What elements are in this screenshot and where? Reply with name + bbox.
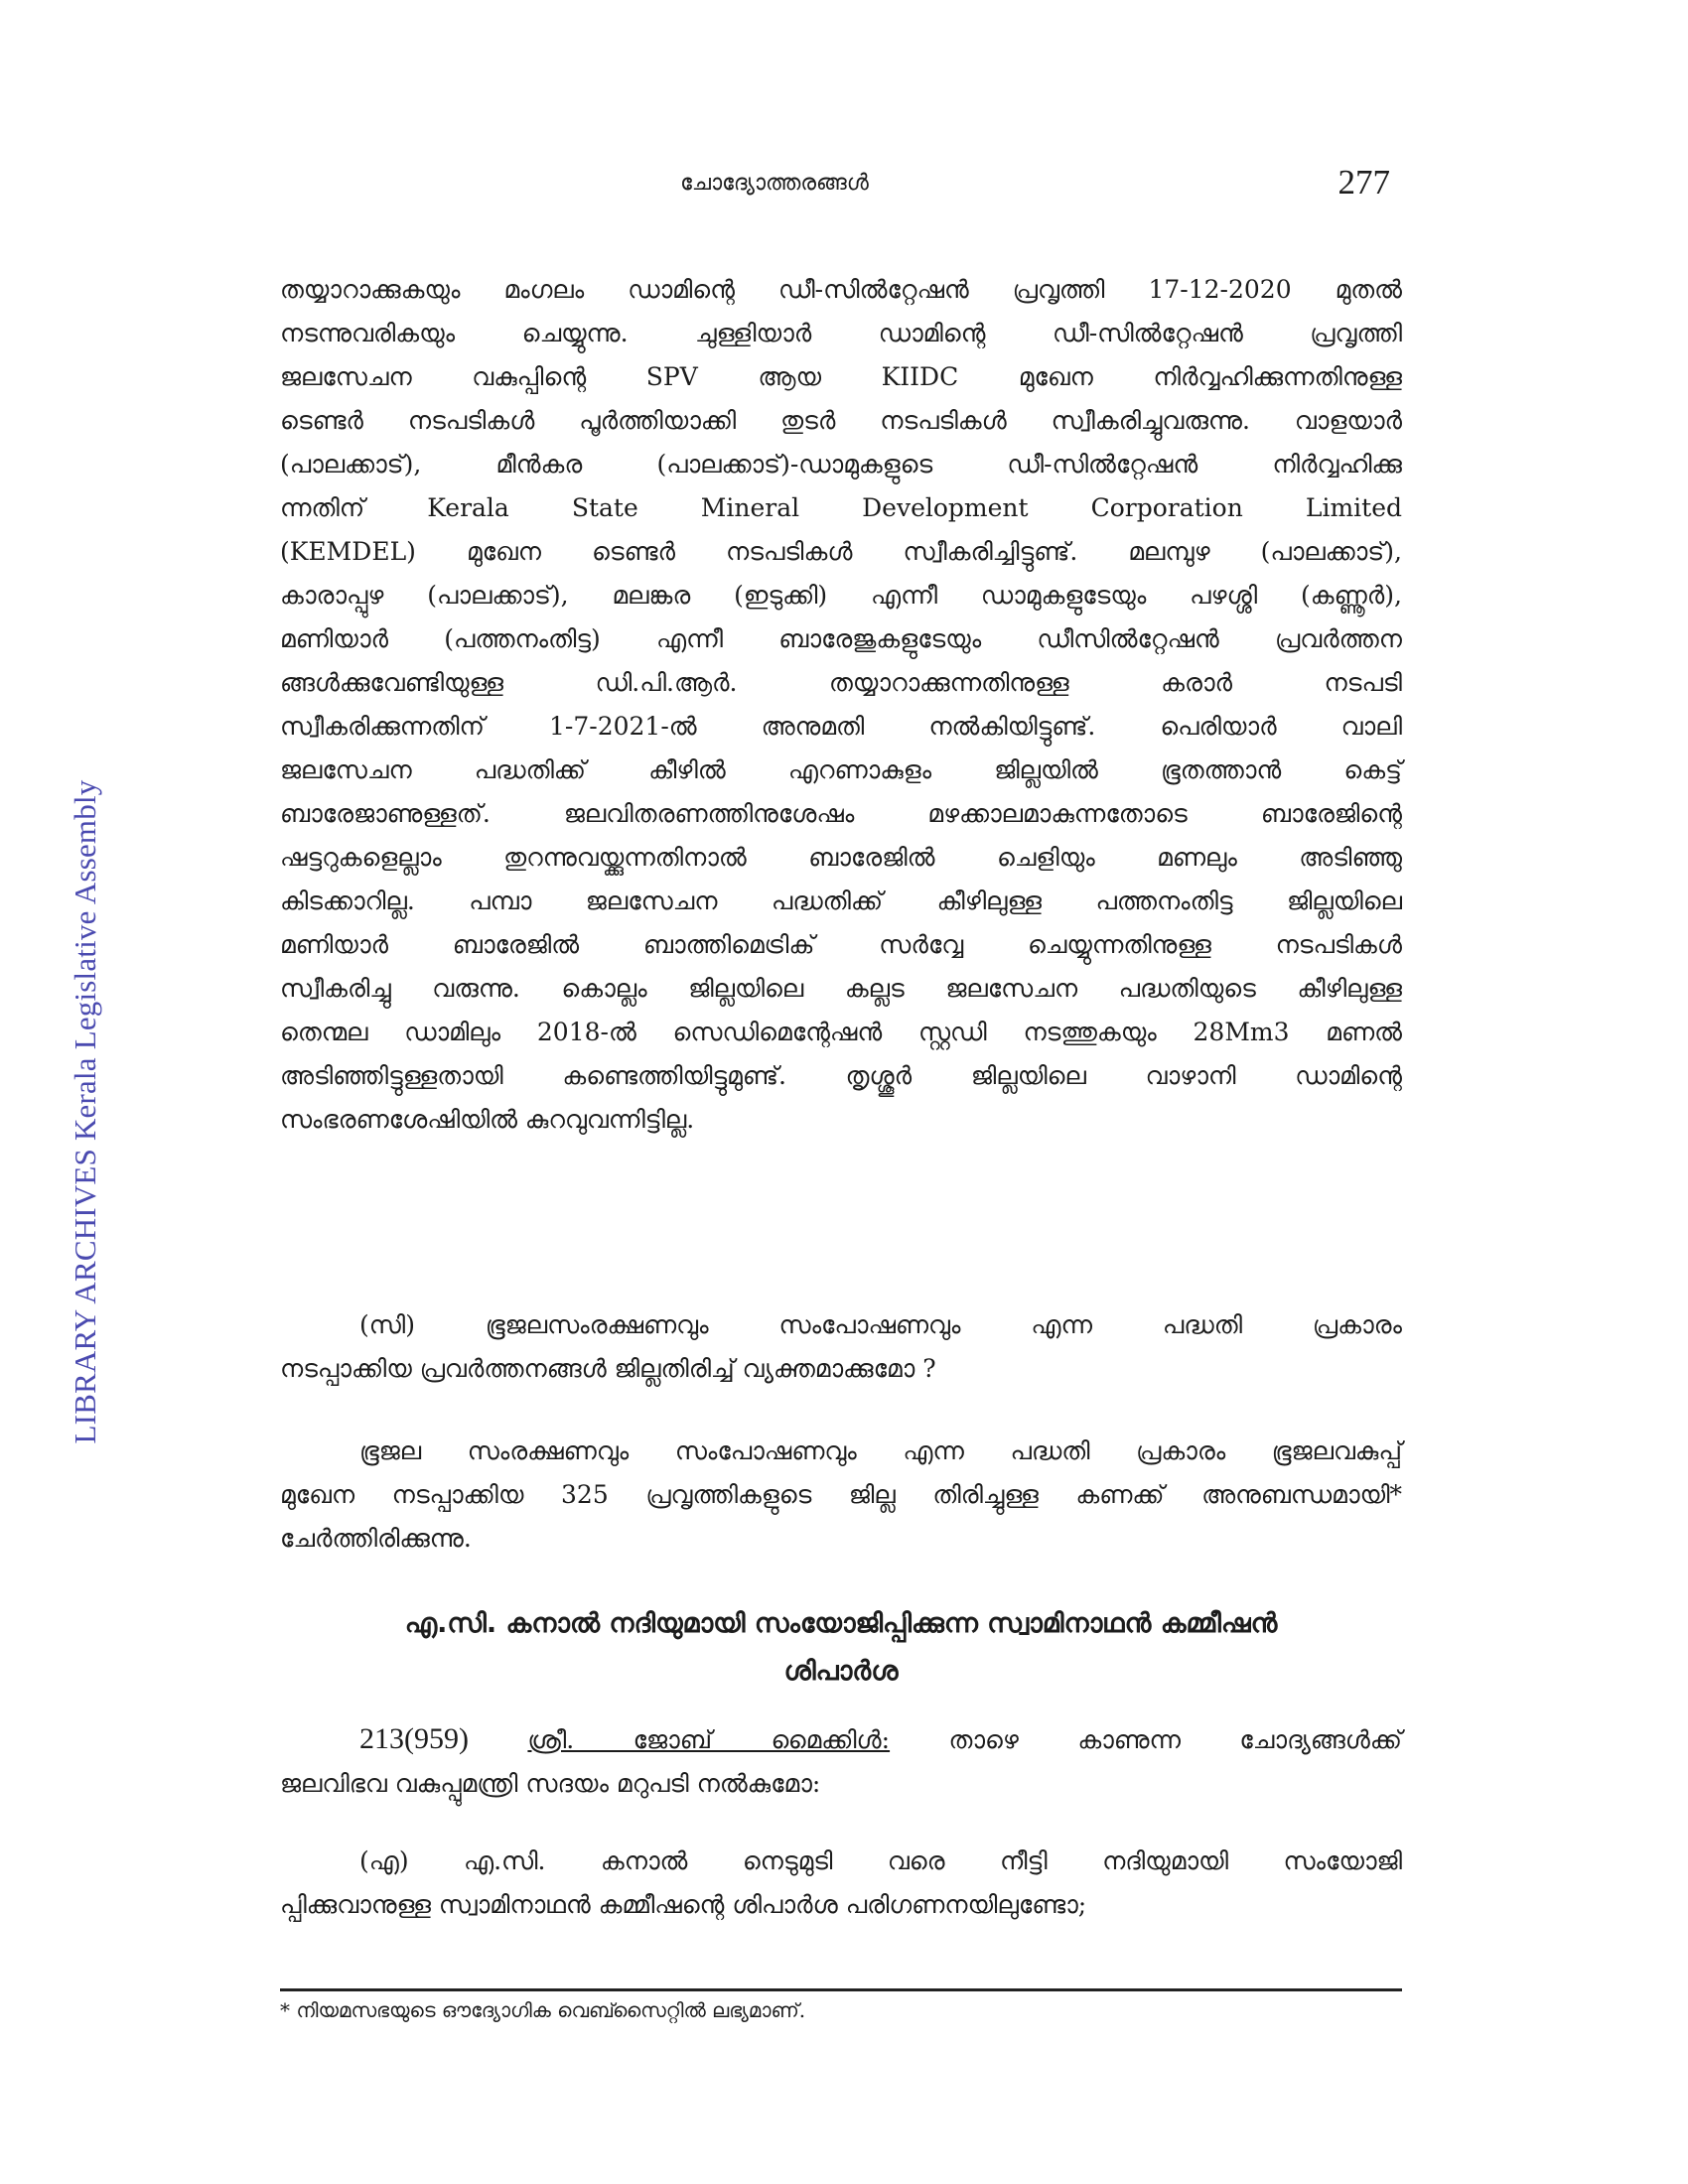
text-line: സംഭരണശേഷിയിൽ കുറവുവന്നിട്ടില്ല. [280, 1105, 695, 1134]
text-line: പ്പിക്കുവാനുള്ള സ്വാമിനാഥൻ കമ്മീഷന്റെ ശിപാർശ പരിഗണനയിലുണ്ടോ; [280, 1890, 1087, 1919]
question-number: 213(959) [359, 1722, 469, 1755]
member-name: ശ്രീ. ജോബ് മൈക്കിൾ: [527, 1725, 891, 1754]
heading-line: ശിപാർശ [783, 1656, 899, 1687]
text-line [280, 1717, 1402, 1762]
text-line: സ്വീകരിക്കുന്നതിന് 1-7-2021-ൽ അനുമതി നൽകിയിട്ടുണ്ട്. പെരിയാർ വാലി [280, 712, 1402, 741]
text-line: ടെണ്ടർ നടപടികൾ പൂർത്തിയാക്കി തുടർ നടപടികൾ സ്വീകരിച്ചുവരുന്നു. വാളയാർ [280, 406, 1402, 435]
text-line: ചേർത്തിരിക്കുന്നു. [280, 1524, 472, 1553]
text-line: നടപ്പാക്കിയ പ്രവർത്തനങ്ങൾ ജില്ലതിരിച്ച് വ്യക്തമാക്കുമോ ? [280, 1354, 936, 1383]
text-line: നടന്നുവരികയും ചെയ്യുന്നു. ചുള്ളിയാർ ഡാമിന്റെ ഡീ-സിൽറ്റേഷൻ പ്രവൃത്തി [280, 319, 1402, 347]
text-line: ന്നതിന് Kerala State Mineral Development Corporation Limited [280, 493, 1402, 522]
question-c [280, 1303, 1402, 1391]
text-line: ഷട്ടറുകളെല്ലാം തുറന്നുവയ്ക്കുന്നതിനാൽ ബാരേജിൽ ചെളിയും മണലും അടിഞ്ഞു [280, 843, 1402, 872]
question-a [280, 1840, 1402, 1927]
text-line: ബാരേജാണുള്ളത്. ജലവിതരണത്തിനുശേഷം മഴക്കാലമാകുന്നതോടെ ബാരേജിന്റെ [280, 799, 1402, 828]
question-213 [280, 1717, 1402, 1806]
text-line: തെന്മല ഡാമിലും 2018-ൽ സെഡിമെന്റേഷൻ സ്റ്റഡി നടത്തുകയും 28Mm3 മണൽ [280, 1018, 1402, 1046]
heading-line: എ.സി. കനാൽ നദിയുമായി സംയോജിപ്പിക്കുന്ന സ്വാമിനാഥൻ കമ്മീഷൻ [404, 1608, 1278, 1639]
answer-paragraph-b [280, 268, 1402, 1142]
text-line: അടിഞ്ഞിട്ടുള്ളതായി കണ്ടെത്തിയിട്ടുമുണ്ട്. തൃശ്ശൂർ ജില്ലയിലെ വാഴാനി ഡാമിന്റെ [280, 1061, 1402, 1090]
answer-c [280, 1430, 1402, 1561]
text-line: സ്വീകരിച്ചു വരുന്നു. കൊല്ലം ജില്ലയിലെ കല്ലട ജലസേചന പദ്ധതിയുടെ കീഴിലുള്ള [280, 974, 1402, 1003]
running-header-title: ചോദ്യോത്തരങ്ങൾ [680, 171, 869, 196]
text-line: (സി) ഭൂജലസംരക്ഷണവും സംപോഷണവും എന്ന പദ്ധതി പ്രകാരം [359, 1310, 1402, 1339]
section-heading [280, 1600, 1402, 1696]
question-intro: താഴെ കാണുന്ന ചോദ്യങ്ങൾക്ക് [948, 1725, 1402, 1754]
text-line: മുഖേന നടപ്പാക്കിയ 325 പ്രവൃത്തികളുടെ ജില്ല തിരിച്ചുള്ള കണക്ക് അനുബന്ധമായി* [280, 1480, 1402, 1509]
page-number: 277 [1337, 163, 1390, 202]
text-line: ഭൂജല സംരക്ഷണവും സംപോഷണവും എന്ന പദ്ധതി പ്രകാരം ഭൂജലവകുപ്പ് [359, 1436, 1402, 1465]
text-line: ജലവിഭവ വകുപ്പുമന്ത്രി സദയം മറുപടി നൽകുമോ: [280, 1769, 821, 1798]
text-line: (പാലക്കാട്), മീൻകര (പാലക്കാട്)-ഡാമുകളുടെ ഡീ-സിൽറ്റേഷൻ നിർവ്വഹിക്കു [280, 450, 1402, 478]
text-line: കിടക്കാറില്ല. പമ്പാ ജലസേചന പദ്ധതിക്ക് കീഴിലുള്ള പത്തനംതിട്ട ജില്ലയിലെ [280, 887, 1402, 915]
text-line: (എ) എ.സി. കനാൽ നെടുമുടി വരെ നീട്ടി നദിയുമായി സംയോജി [359, 1846, 1402, 1875]
text-line: മണിയാർ ബാരേജിൽ ബാത്തിമെട്രിക് സർവ്വേ ചെയ്യുന്നതിനുള്ള നടപടികൾ [280, 930, 1402, 959]
text-line: ജലസേചന പദ്ധതിക്ക് കീഴിൽ എറണാകുളം ജില്ലയിൽ ഭൂതത്താൻ കെട്ട് [280, 755, 1402, 784]
footnote: * നിയമസഭയുടെ ഔദ്യോഗിക വെബ്സൈറ്റിൽ ലഭ്യമാണ്. [280, 1998, 806, 2022]
text-line: ങ്ങൾക്കുവേണ്ടിയുള്ള ഡി.പി.ആർ. തയ്യാറാക്കുന്നതിനുള്ള കരാർ നടപടി [280, 668, 1402, 697]
watermark-text: LIBRARY ARCHIVES Kerala Legislative Assembly [68, 779, 102, 1444]
footnote-divider [280, 1988, 1402, 1991]
text-line: കാരാപ്പുഴ (പാലക്കാട്), മലങ്കര (ഇടുക്കി) എന്നീ ഡാമുകളുടേയും പഴശ്ശി (കണ്ണൂർ), [280, 581, 1402, 610]
text-line: മണിയാർ (പത്തനംതിട്ട) എന്നീ ബാരേജുകളുടേയും ഡീസിൽറ്റേഷൻ പ്രവർത്തന [280, 624, 1402, 653]
text-line: ജലസേചന വകുപ്പിന്റെ SPV ആയ KIIDC മുഖേന നിർവ്വഹിക്കുന്നതിനുള്ള [280, 362, 1402, 391]
text-line: തയ്യാറാക്കുകയും മംഗലം ഡാമിന്റെ ഡീ-സിൽറ്റേഷൻ പ്രവൃത്തി 17-12-2020 മുതൽ [280, 275, 1402, 304]
text-line: (KEMDEL) മുഖേന ടെണ്ടർ നടപടികൾ സ്വീകരിച്ചിട്ടുണ്ട്. മലമ്പുഴ (പാലക്കാട്), [280, 537, 1402, 566]
